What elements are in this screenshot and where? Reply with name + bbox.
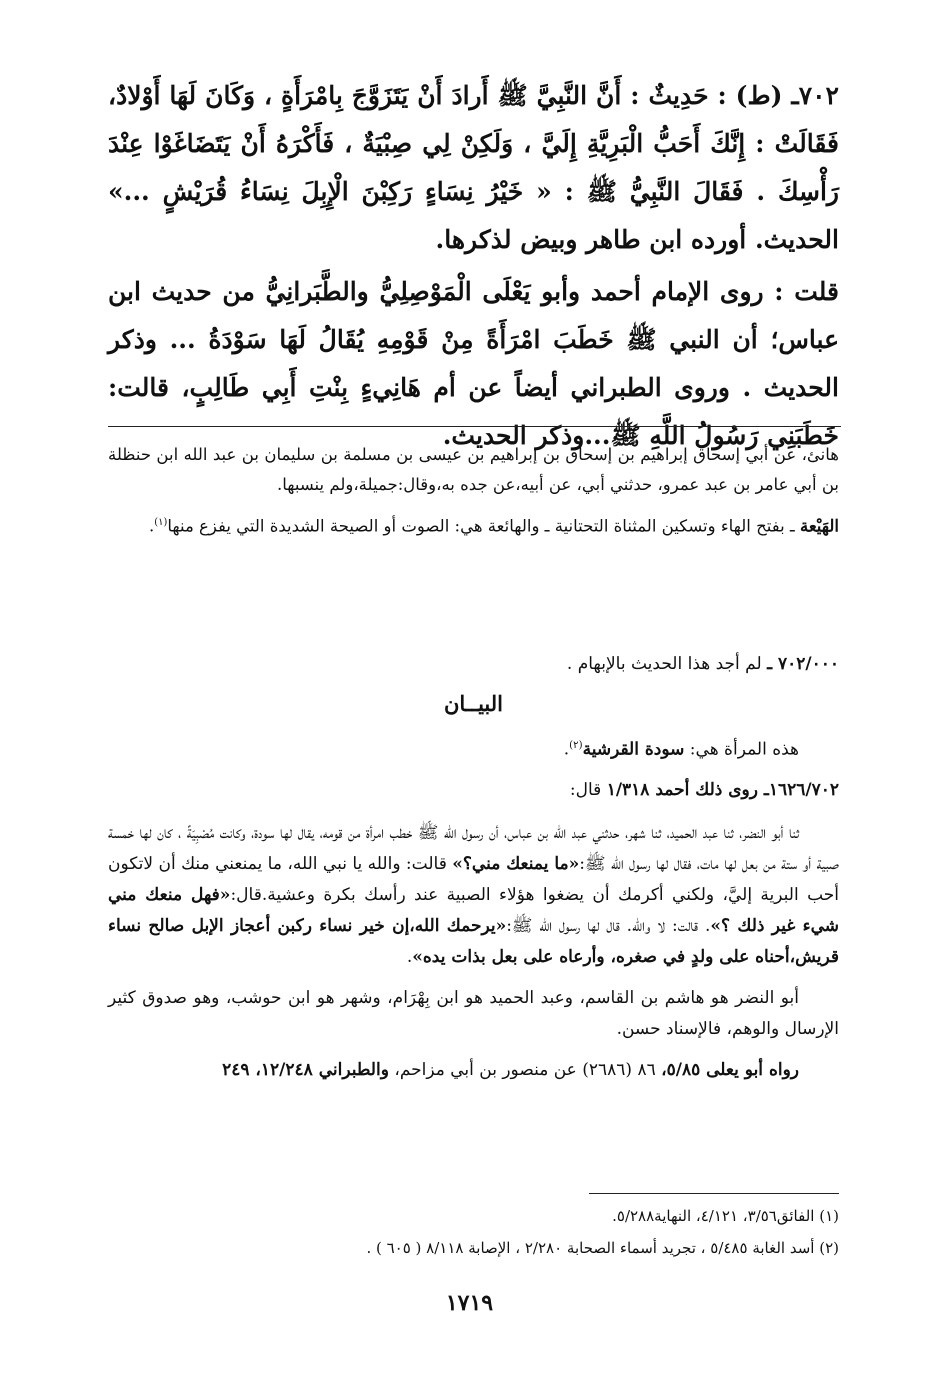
narration-suffix: قال:: [569, 780, 607, 800]
qult-block: [108, 268, 839, 460]
narration-line: [108, 774, 839, 806]
section-divider: [108, 426, 841, 427]
footnote-ref: (٢): [569, 740, 583, 751]
hadith-body: [108, 818, 839, 1086]
sub-note: [108, 648, 839, 680]
riwaya-line: [108, 1055, 839, 1086]
woman-prefix: هذه المرأة هي:: [684, 739, 799, 760]
section-heading: البيــان: [443, 691, 504, 716]
footnote-2: (٢) أسد الغابة ٥/٤٨٥ ، تجريد أسماء الصحابة ٢/٢٨٠ ، الإصابة ٨/١١٨ ( ٦٠٥ ) .: [366, 1239, 839, 1257]
footnote-divider: [589, 1193, 839, 1194]
hadith-text: حَدِيثٌ : أَنَّ النَّبِيَّ ﷺ أَرادَ أَنْ يَتَزَوَّجَ بِامْرَأَةٍ ، وَكَانَ لَهَا أَوْلادٌ، فَقَالَتْ : إِنَّكَ أَحَبُّ الْبَرِيَّةِ إِلَيَّ ، وَلَكِنْ لِي صِبْيَةٌ ، فَأَكْرَهُ أَنْ يَتَضَاغَوْا عِنْدَ رَأْسِكَ . فَقَالَ النَّبِيُّ ﷺ : « خَيْرُ نِسَاءٍ رَكِبْنَ الْإِبِلَ نِسَاءُ قُرَيْشٍ ...» الحديث. أورده ابن طاهر وبيض لذكرها.: [108, 81, 839, 254]
isnad-comment: أبو النضر هو هاشم بن القاسم، وعبد الحميد هو ابن بِهْرَام، وشهر هو ابن حوشب، وهو صدوق كثير الإرسال والوهم، فالإسناد حسن.: [108, 988, 839, 1039]
hadith-body-paragraph: [108, 818, 839, 973]
gloss-term: الهَيْعة: [799, 516, 839, 536]
sub-note-line: [108, 648, 839, 680]
gloss-definition: ـ بفتح الهاء وتسكين المثناة التحتانية ـ والهائعة هي: الصوت أو الصيحة الشديدة التي يفزع منها: [167, 516, 800, 536]
hadith-part: قالت: والله يا نبي الله، ما يمنعني منك أن لاتكون أحب البرية إليَّ، ولكني أكرمك أن يضغوا هؤلاء الصبية عند رأسك بكرة وعشية.قال:: [108, 854, 840, 905]
upper-footnote: [108, 440, 839, 542]
woman-identification: [108, 730, 839, 766]
narration-code: ١٦٢٦/٧٠٢ـ روى ذلك أحمد ١/٣١٨: [606, 780, 839, 800]
gloss-note: [108, 508, 839, 542]
qult-paragraph: قلت : روى الإمام أحمد وأبو يَعْلَى الْمَوْصِلِيُّ والطَّبَرانِيُّ من حديث ابن عباس؛ أن النبي ﷺ خَطَبَ امْرَأَةً مِنْ قَوْمِهِ يُقَالُ لَهَا سَوْدَةُ ... وذكر الحديث . وروى الطبراني أيضاً عن أم هَانِيءٍ بِنْتِ أَبِي طَالِبٍ، قالت: خَطَبَنِي رَسُولُ اللَّهِ ﷺ...وذكر الحديث.: [108, 277, 839, 450]
footnote-1: (١) الفائق٣/٥٦، ٤/١٢١، النهاية٥/٢٨٨.: [612, 1207, 839, 1225]
hadith-part: . قالت: لا والله. قال لها رسول الله ﷺ:: [506, 916, 711, 936]
woman-name: سودة القرشية: [582, 739, 685, 760]
prophet-quote: «يرحمك الله،إن خير نساء ركبن أعجاز الإبل صالح نساء قريش،أحناه على ولدٍ في صغره، وأرعاه على بعل بذات يده»: [108, 916, 839, 967]
hadith-part: ثنا أبو النضر، ثنا عبد الحميد، ثنا شهر، حدثني عبد الله بن عباس، أن رسول الله ﷺ خطب امرأة من قومه، يقال لها سودة، وكانت مُصْبِيَةً ، كان لها خمسة صبية أو ستة من بعل لها مات، فقال لها رسول الله ﷺ:: [108, 823, 839, 874]
page-number: ١٧١٩: [445, 1290, 494, 1316]
woman-line: [108, 730, 799, 766]
footnote-ref: (١): [154, 517, 168, 528]
hadith-number: ٧٠٢ـ (ط) :: [717, 81, 839, 110]
upper-footnote-line: هانئ، عن أبي إسحاق إبراهيم بن إسحاق بن إبراهيم بن عيسى بن مسلمة بن سليمان بن عبد الله ابن حنظلة بن أبي عامر بن عبد عمرو، حدثني أبي، عن أبيه،عن جده به،وقال:جميلة،ولم ينسبها.: [108, 445, 839, 494]
footnotes: [108, 1200, 839, 1264]
prophet-quote: «فهل منعك مني شيء غير ذلك ؟»: [108, 885, 839, 936]
main-hadith-paragraph: [108, 72, 839, 264]
riwaya-source: والطبراني ١٢/٢٤٨، ٢٤٩: [222, 1060, 389, 1080]
sub-note-number: ٧٠٢/٠٠٠ ـ: [767, 654, 839, 674]
woman-end: .: [563, 739, 570, 760]
sub-note-text: لم أجد هذا الحديث بالإبهام .: [566, 654, 768, 674]
prophet-quote: «ما يمنعك مني؟»: [452, 854, 580, 874]
narration-heading: [108, 774, 839, 806]
gloss-end: .: [149, 516, 155, 536]
riwaya-source: رواه أبو يعلى ٥/٨٥،: [661, 1060, 799, 1080]
riwaya-mid: ٨٦ (٢٦٨٦) عن منصور بن أبي مزاحم،: [388, 1060, 662, 1080]
hadith-end: .: [406, 947, 413, 967]
main-hadith-block: [108, 72, 839, 264]
